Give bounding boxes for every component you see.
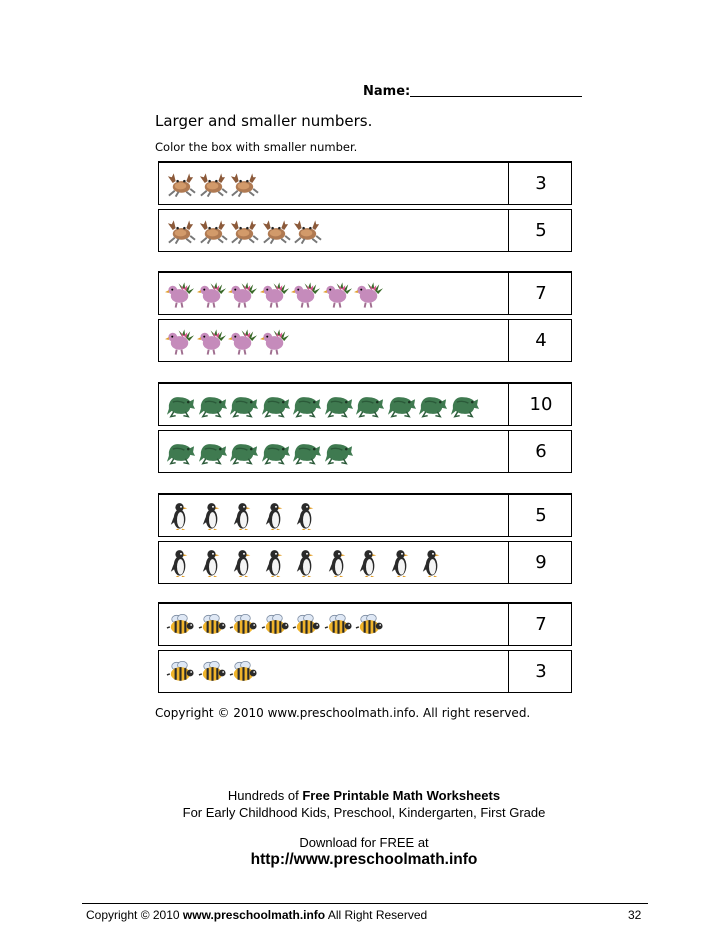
comparison-group [158,161,572,241]
comparison-row[interactable] [158,494,572,537]
bird-icon [354,279,385,309]
comparison-row[interactable] [158,209,572,252]
comparison-row[interactable] [158,603,572,646]
bird-icon [165,326,196,356]
penguin-icon [165,548,196,578]
comparison-row[interactable] [158,272,572,315]
frog-icon [354,390,385,420]
picture-set [165,542,449,583]
frog-icon [260,390,291,420]
frog-icon [386,390,417,420]
bird-icon [323,279,354,309]
penguin-icon [260,548,291,578]
crab-icon [197,169,228,199]
bird-icon [291,279,322,309]
penguin-icon [323,548,354,578]
bird-icon [228,326,259,356]
penguin-icon [228,548,259,578]
number-box[interactable]: 10 [529,394,553,415]
penguin-icon [165,501,196,531]
number-box[interactable]: 4 [535,330,547,351]
footer-copyright [86,908,427,922]
comparison-group [158,602,572,682]
comparison-row[interactable] [158,383,572,426]
number-box[interactable]: 6 [535,441,547,462]
promo-line-1 [0,788,728,803]
name-label: Name: [363,84,411,99]
comparison-row[interactable] [158,162,572,205]
bee-icon [165,657,196,687]
number-box[interactable]: 7 [535,283,547,304]
frog-icon [323,390,354,420]
number-box[interactable]: 5 [535,220,547,241]
picture-set [165,273,386,314]
comparison-row[interactable] [158,541,572,584]
bee-icon [228,657,259,687]
bee-icon [260,610,291,640]
bee-icon [165,610,196,640]
worksheet-title: Larger and smaller numbers. [155,112,373,130]
footer-divider [82,903,648,904]
comparison-row[interactable] [158,319,572,362]
bee-icon [291,610,322,640]
comparison-group [158,271,572,351]
bee-icon [197,657,228,687]
bee-icon [323,610,354,640]
frog-icon [228,437,259,467]
frog-icon [165,390,196,420]
frog-icon [417,390,448,420]
crab-icon [197,216,228,246]
number-box[interactable]: 5 [535,505,547,526]
penguin-icon [197,501,228,531]
bird-icon [165,279,196,309]
bird-icon [260,279,291,309]
comparison-group [158,382,572,462]
footer-site-link[interactable]: www.preschoolmath.info [182,908,326,922]
frog-icon [197,390,228,420]
picture-set [165,163,260,204]
footer-suffix: All Right Reserved [325,908,428,922]
page-number: 32 [628,908,642,922]
promo-line-3: Download for FREE at [299,835,429,850]
crab-icon [260,216,291,246]
worksheet-copyright: Copyright © 2010 www.preschoolmath.info. All right reserved. [155,706,531,720]
number-box[interactable]: 9 [535,552,547,573]
picture-set [165,384,480,425]
promo-url[interactable]: http://www.preschoolmath.info [250,851,478,868]
frog-icon [260,437,291,467]
promo-line-2: For Early Childhood Kids, Preschool, Kindergarten, First Grade [182,805,546,820]
penguin-icon [386,548,417,578]
comparison-group [158,493,572,573]
frog-icon [323,437,354,467]
crab-icon [165,169,196,199]
picture-set [165,651,260,692]
penguin-icon [291,501,322,531]
penguin-icon [291,548,322,578]
crab-icon [228,169,259,199]
bird-icon [197,326,228,356]
footer-prefix: Copyright © 2010 [86,908,183,922]
frog-icon [449,390,480,420]
bee-icon [228,610,259,640]
worksheet-instruction: Color the box with smaller number. [155,140,358,154]
bird-icon [228,279,259,309]
bird-icon [260,326,291,356]
crab-icon [291,216,322,246]
frog-icon [291,390,322,420]
picture-set [165,495,323,536]
promo-prefix: Hundreds of [227,788,303,803]
frog-icon [291,437,322,467]
picture-set [165,604,386,645]
name-line[interactable] [410,96,582,97]
frog-icon [197,437,228,467]
number-box[interactable]: 3 [535,661,547,682]
penguin-icon [417,548,448,578]
frog-icon [228,390,259,420]
crab-icon [228,216,259,246]
bird-icon [197,279,228,309]
crab-icon [165,216,196,246]
picture-set [165,431,354,472]
comparison-row[interactable] [158,650,572,693]
penguin-icon [260,501,291,531]
comparison-row[interactable] [158,430,572,473]
picture-set [165,320,291,361]
picture-set [165,210,323,251]
bee-icon [197,610,228,640]
promo-bold: Free Printable Math Worksheets [302,788,501,803]
bee-icon [354,610,385,640]
number-box[interactable]: 7 [535,614,547,635]
frog-icon [165,437,196,467]
number-box[interactable]: 3 [535,173,547,194]
penguin-icon [228,501,259,531]
penguin-icon [354,548,385,578]
penguin-icon [197,548,228,578]
